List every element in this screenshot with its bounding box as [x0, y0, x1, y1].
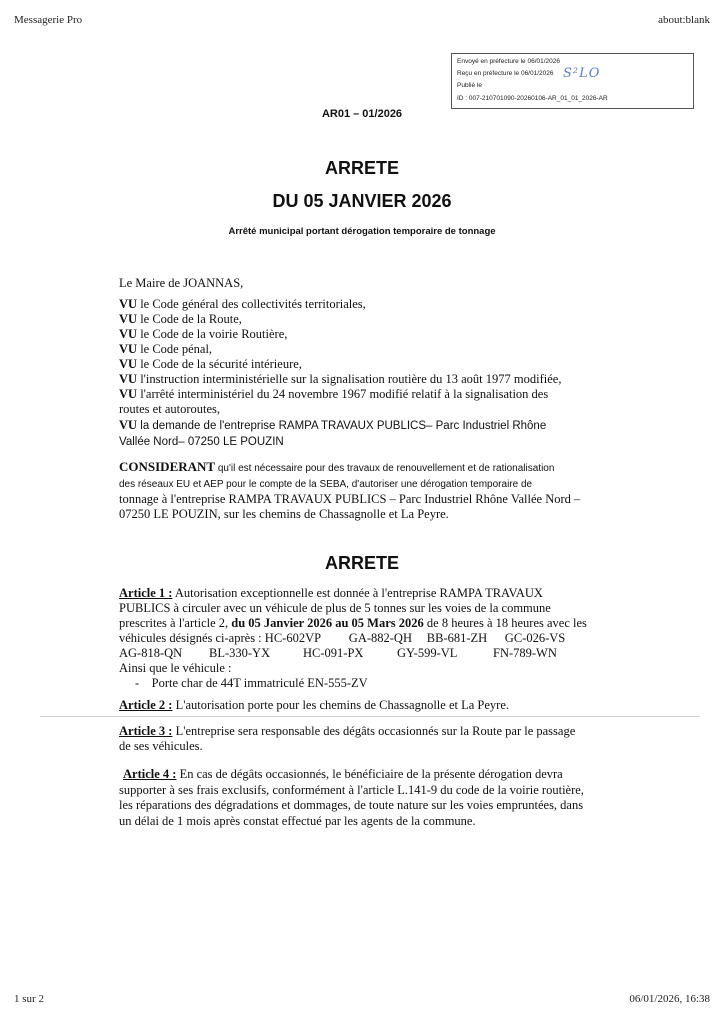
vehicle-plate: HC-602VP [264, 631, 322, 645]
page-title: ARRETE [324, 158, 399, 178]
scan-divider [40, 716, 700, 717]
visa-item: VU le Code général des collectivités territoriales, [119, 297, 366, 311]
visa-item: VU le Code de la Route, [119, 312, 242, 326]
stamp-sent: Envoyé en préfecture le 06/01/2026 [457, 58, 560, 65]
visa-item: VU le Code de la sécurité intérieure, [119, 357, 302, 371]
visa-item: VU l'arrêté interministériel du 24 novembre 1967 modifié relatif à la signalisation des [119, 387, 549, 401]
considerant: CONSIDERANT qu'il est nécessaire pour des travaux de renouvellement et de rationalisation des réseaux EU et AEP pour le compte de la SEBA, d'autoriser une dérogation temporaire de tonnage à l'entreprise RAMPA TRAVAUX PUBLICS – Parc Industriel Rhône Vallée Nord – 07250 LE POUZIN, sur les chemins de Chassagnolle et La Peyre. [119, 459, 581, 521]
page-date-title: DU 05 JANVIER 2026 [272, 191, 452, 211]
vehicle-plate: GY-599-VL [397, 646, 458, 660]
visa-list [119, 297, 561, 417]
bullet: - [135, 676, 152, 690]
stamp-signature: S²LO [563, 66, 601, 81]
vehicle-plate: FN-789-WN [493, 646, 557, 660]
vehicle-plate: GC-026-VS [504, 631, 566, 645]
vehicle-plate: GA-882-QH [348, 631, 412, 645]
vehicle-plate: BB-681-ZH [426, 631, 488, 645]
mayor-line: Le Maire de JOANNAS, [119, 276, 244, 290]
vehicle-plate: HC-091-PX [303, 646, 364, 660]
prefecture-stamp [451, 53, 694, 109]
article-2: Article 2 : L'autorisation porte pour les chemins de Chassagnolle et La Peyre. [119, 698, 509, 712]
stamp-published: Publié le [457, 82, 482, 89]
stamp-received: Reçu en préfecture le 06/01/2026 [457, 70, 554, 77]
vehicle-plate: AG-818-QN [119, 646, 183, 660]
visa-item: VU l'instruction interministérielle sur la signalisation routière du 13 août 1977 modifiée, [119, 372, 562, 386]
page-subtitle: Arrêté municipal portant dérogation temporaire de tonnage [228, 226, 496, 237]
article-3: Article 3 : L'entreprise sera responsable des dégâts occasionnés sur la Route par le passage de ses véhicules. [119, 724, 576, 753]
article-1: Article 1 : Autorisation exceptionnelle est donnée à l'entreprise RAMPA TRAVAUX PUBLICS à circuler avec un véhicule de plus de 5 tonnes sur les voies de la commune prescrites à l'article 2, du 05 Janvier 2026 au 05 Mars 2026 de 8 heures à 18 heures avec les véhicules désignés ci-après : HC-602VP GA-882-QH BB-681-ZH GC-026-VS AG-818-QN BL-330-YX HC-091-PX GY-599-VL FN-789-WN Ainsi que le véhicule : - Porte char de 44T immatriculé EN-555-ZV [119, 586, 587, 690]
visa-item: VU le Code de la voirie Routière, [119, 327, 288, 341]
print-header-title: Messagerie Pro [14, 14, 83, 26]
decision-title: ARRETE [324, 553, 399, 573]
print-header-url: about:blank [658, 14, 710, 26]
article-4: Article 4 : En cas de dégâts occasionnés, le bénéficiaire de la présente dérogation devra supporter à ses frais exclusifs, conformément à l'article L.141-9 du code de la voirie routière, les réparations des dégradations et dommages, de toute nature sur les voies empruntées, dans un délai de 1 mois après constat effectué par les agents de la commune. [119, 767, 584, 828]
vehicle-plate: BL-330-YX [209, 646, 271, 660]
visa-item: VU le Code pénal, [119, 342, 213, 356]
visa-item-continuation: routes et autoroutes, [119, 402, 221, 416]
stamp-id: ID : 007-210701090-20260106-AR_01_01_2026-AR [457, 95, 608, 102]
print-footer-page-counter: 1 sur 2 [14, 993, 44, 1005]
print-footer-datetime: 06/01/2026, 16:38 [629, 993, 710, 1005]
document-reference: AR01 – 01/2026 [321, 108, 403, 120]
visa-demande: VU la demande de l'entreprise RAMPA TRAVAUX PUBLICS– Parc Industriel Rhône Vallée Nord– 07250 LE POUZIN [119, 418, 547, 448]
